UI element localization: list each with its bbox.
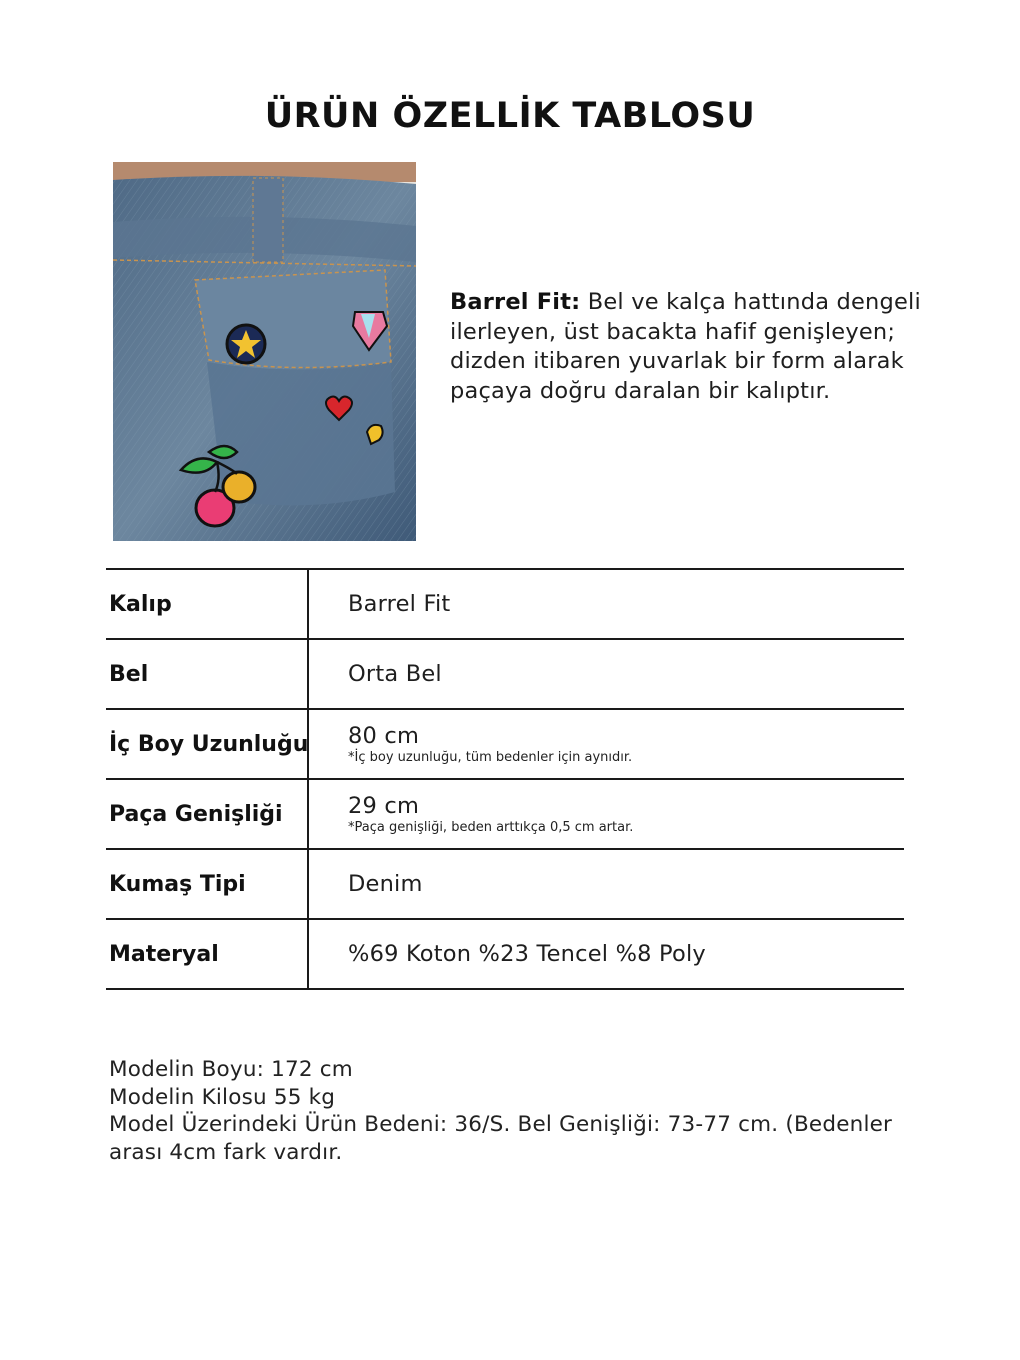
model-height: Modelin Boyu: 172 cm — [109, 1057, 353, 1082]
column-divider — [307, 780, 309, 848]
column-divider — [307, 920, 309, 988]
spec-row-kalip — [106, 568, 904, 638]
spec-row-kumas — [106, 848, 904, 918]
spec-note: *İç boy uzunluğu, tüm bedenler için aynıdır. — [348, 750, 633, 765]
spec-value — [348, 570, 450, 638]
product-photo — [113, 162, 416, 541]
spec-table — [106, 568, 904, 990]
spec-label: Kumaş Tipi — [109, 871, 246, 897]
spec-label: Materyal — [109, 941, 219, 967]
column-divider — [307, 640, 309, 708]
column-divider — [307, 570, 309, 638]
spec-value — [348, 710, 632, 778]
spec-row-paca — [106, 778, 904, 848]
spec-row-ic-boy — [106, 708, 904, 778]
spec-value-text: Orta Bel — [348, 661, 442, 687]
spec-value-text: 29 cm — [348, 793, 420, 819]
spec-value-text: Barrel Fit — [348, 591, 451, 617]
spec-value-text: Denim — [348, 871, 423, 897]
spec-value — [348, 780, 633, 848]
spec-value — [348, 920, 706, 988]
spec-label: İç Boy Uzunluğu — [109, 731, 309, 757]
fit-description — [450, 288, 930, 406]
fit-description-text: Bel ve kalça hattında dengeli ilerleyen, üst bacakta hafif genişleyen; dizden itibaren yuvarlak bir form alarak paçaya doğru daralan bir kalıptır. — [450, 289, 921, 404]
spec-label: Kalıp — [109, 591, 172, 617]
model-info — [109, 1056, 909, 1166]
model-size: Model Üzerindeki Ürün Bedeni: 36/S. Bel Genişliği: 73-77 cm. (Bedenler arası 4cm fark vardır. — [109, 1112, 893, 1165]
spec-value-text: 80 cm — [348, 723, 420, 749]
model-weight: Modelin Kilosu 55 kg — [109, 1084, 336, 1110]
spec-row-materyal — [106, 918, 904, 990]
page-title: ÜRÜN ÖZELLİK TABLOSU — [264, 96, 756, 136]
column-divider — [307, 850, 309, 918]
spec-note: *Paça genişliği, beden arttıkça 0,5 cm artar. — [348, 820, 634, 835]
spec-label: Bel — [109, 661, 149, 687]
fit-description-lead: Barrel Fit: — [450, 289, 581, 315]
spec-label: Paça Genişliği — [109, 801, 283, 827]
spec-value-text: %69 Koton %23 Tencel %8 Poly — [348, 941, 706, 967]
spec-row-bel — [106, 638, 904, 708]
spec-value — [348, 850, 423, 918]
spec-value — [348, 640, 442, 708]
